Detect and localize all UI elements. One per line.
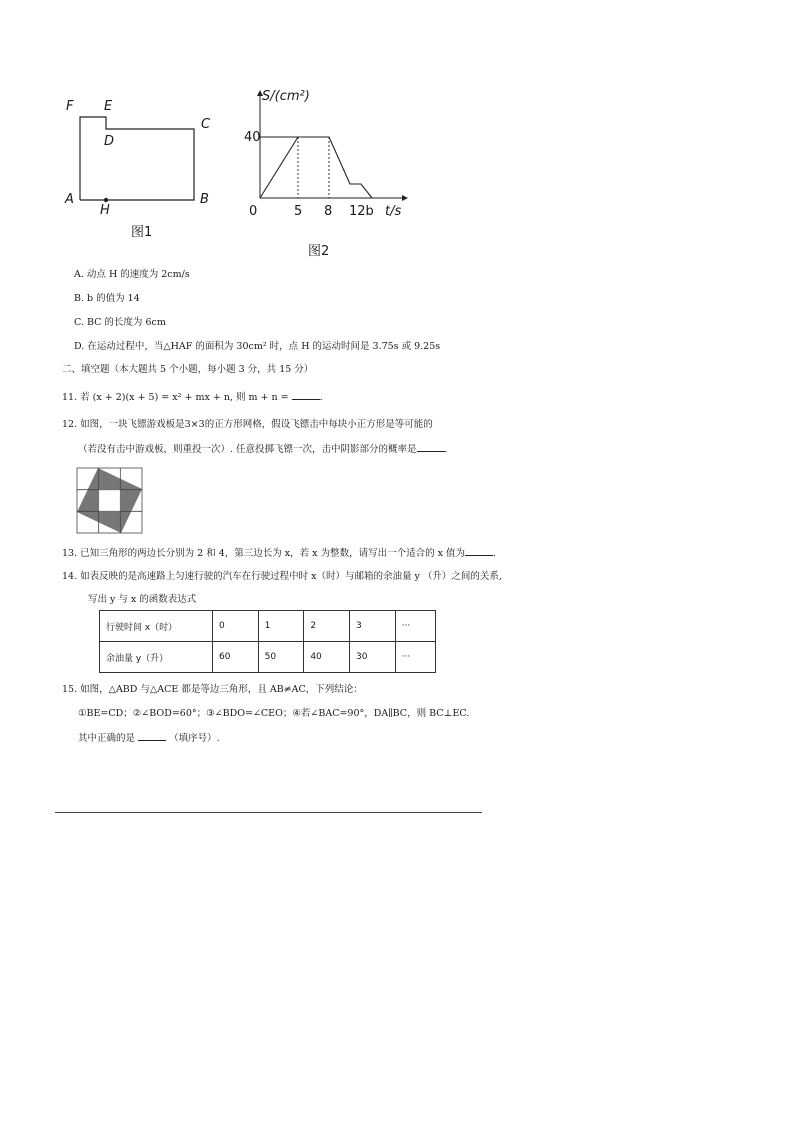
table-row [100,642,436,673]
point-h [104,198,108,202]
question-text: 若 (x + 2)(x + 5) = x² + mx + n, 则 m + n = [80,392,292,403]
label-e: E [104,99,113,114]
question-12-line-2 [78,442,448,456]
question-13 [62,546,496,560]
answer-blank[interactable] [465,546,493,556]
option-letter: D. [74,341,85,352]
figure-1-outline [80,117,194,200]
table-cell: 40 [304,642,350,673]
option-text: b 的值为 14 [87,293,140,304]
x-tick-8: 8 [324,204,333,219]
section-2-title: 二、填空题（本大题共 5 个小题，每小题 3 分，共 15 分） [62,364,314,375]
option-b [74,292,140,305]
table-cell: ··· [395,642,435,673]
question-number: 12. [62,419,78,430]
fuel-table [99,610,436,673]
table-cell: 50 [258,642,304,673]
figure-2-caption: 图2 [308,244,330,259]
table-cell: 1 [258,611,304,642]
option-letter: A. [74,269,84,280]
x-tick-0: 0 [249,204,258,219]
y-axis-label: S/(cm²) [262,89,310,104]
question-number: 15. [62,684,78,695]
table-cell: 余油量 y（升） [100,642,213,673]
x-tick-5: 5 [294,204,303,219]
question-text-end: （填序号）. [169,733,220,744]
question-15-line-3 [78,731,220,745]
shaded-region [77,468,142,533]
label-a: A [65,192,74,207]
figure-1 [60,95,220,220]
dartboard-grid [76,467,144,535]
question-14-line-1 [62,570,502,583]
end-mark: . [444,444,448,455]
table-cell: 行驶时间 x（时） [100,611,213,642]
end-mark: . [492,548,496,559]
option-d [74,340,440,353]
table-cell: ··· [395,611,435,642]
option-c [74,316,166,329]
table-row [100,611,436,642]
end-mark: . [319,392,323,403]
page-divider [55,812,482,813]
table-cell: 2 [304,611,350,642]
option-text: 动点 H 的速度为 2cm/s [86,269,190,280]
question-11 [62,390,323,404]
question-number: 13. [62,548,78,559]
label-f: F [66,99,74,114]
question-number: 14. [62,571,78,582]
option-text: BC 的长度为 6cm [86,317,166,328]
table-cell: 0 [213,611,259,642]
answer-blank[interactable] [138,731,166,741]
question-text: 如图，一块飞镖游戏板是3×3的正方形网格，假设飞镖击中每块小正方形是等可能的 [80,419,433,430]
table-cell: 3 [349,611,395,642]
question-text: （若没有击中游戏板，则重投一次）. 任意投掷飞镖一次，击中阴影部分的概率是 [78,444,417,455]
answer-blank[interactable] [417,442,445,452]
question-text: 已知三角形的两边长分别为 2 和 4，第三边长为 x，若 x 为整数，请写出一个适合的 x 值为 [80,548,465,559]
table-cell: 30 [349,642,395,673]
label-h: H [100,203,110,218]
question-12-line-1 [62,418,433,431]
label-d: D [104,134,115,149]
option-text: 在运动过程中，当△HAF 的面积为 30cm² 时，点 H 的运动时间是 3.75s 或 9.25s [87,341,441,352]
question-text: 其中正确的是 [78,733,136,744]
option-letter: B. [74,293,85,304]
question-text: 如表反映的是高速路上匀速行驶的汽车在行驶过程中时 x（时）与邮箱的余油量 y （升）之间的关系, [80,571,502,582]
area-graph-line [260,137,372,198]
label-c: C [201,117,211,132]
option-letter: C. [74,317,84,328]
table-cell: 60 [213,642,259,673]
answer-blank[interactable] [292,390,320,400]
x-axis-label: t/s [385,204,402,219]
figure-1-caption: 图1 [131,225,153,240]
label-b: B [200,192,209,207]
question-number: 11. [62,392,78,403]
question-15-line-2: ①BE=CD；②∠BOD=60°；③∠BDO=∠CEO；④若∠BAC=90°，DA∥BC，则 BC⊥EC. [78,708,470,719]
y-tick-40: 40 [244,130,261,145]
option-a [74,268,190,281]
question-text: 如图，△ABD 与△ACE 都是等边三角形，且 AB≠AC，下列结论： [80,684,363,695]
figure-2 [245,85,415,220]
question-15-line-1 [62,683,363,696]
x-tick-12b: 12b [349,204,374,219]
question-14-line-2: 写出 y 与 x 的函数表达式 [88,594,197,605]
